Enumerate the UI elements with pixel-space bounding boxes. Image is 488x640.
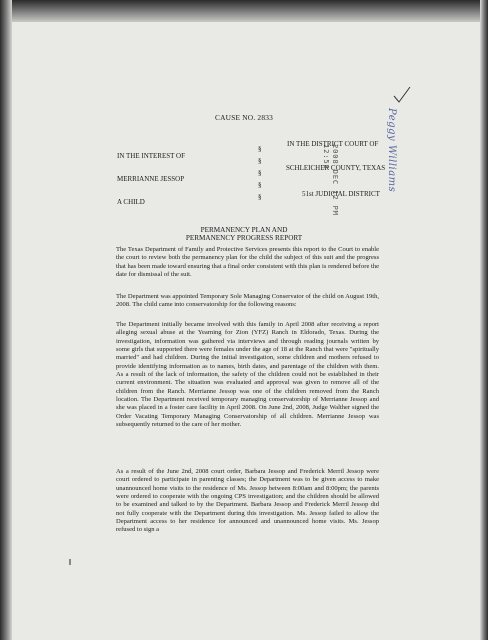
report-title-line-1: PERMANENCY PLAN AND xyxy=(200,226,288,234)
body-paragraph: The Texas Department of Family and Protective Services presents this report to the Court to enable the court to review both the permanency plan for the child the subject of this suit and the progress that has been made toward ensuring that a final order consistent with this plan is rendered before the date for dismissal of the suit. xyxy=(116,246,379,279)
caption-left-line-3: A CHILD xyxy=(117,198,145,206)
body-paragraph: As a result of the June 2nd, 2008 court order, Barbara Jessop and Frederick Merril Jessop were court ordered to participate in parenting classes; the Department was to be given access to make unannounced home visits to the residence of Ms. Jessop between 8:00am and 8:00pm; the parents were ordered to cooperate with the ongoing CPS investigation; and the children should be allowed to be examined and talked to by the Department. Barbara Jessop and Frederick Merril Jessop did not fully cooperate with the Department during this investigation. Ms. Jessop failed to allow the Department access to her residence for announced and unannounced home visits. Ms. Jessop refused to sign a xyxy=(116,468,379,534)
caption-left-line-2: MERRIANNE JESSOP xyxy=(117,175,185,183)
caption-right-line-1: IN THE DISTRICT COURT OF xyxy=(287,140,379,148)
caption-right-line-2: SCHLEICHER COUNTY, TEXAS xyxy=(286,164,386,172)
caption-right-line-3: 51st JUDICIAL DISTRICT xyxy=(302,190,380,198)
body-paragraph: The Department was appointed Temporary Sole Managing Conservator of the child on August 19th, 2008. The child came into conservatorship for the following reasons: xyxy=(116,293,379,309)
section-symbol: § xyxy=(258,157,262,165)
handwritten-check-mark xyxy=(392,86,412,104)
stray-ink-mark xyxy=(68,559,72,565)
scan-shadow-right xyxy=(480,0,488,640)
body-paragraph: The Department initially became involved with this family in April 2008 after receiving a report alleging sexual abuse at the Yearning for Zion (YFZ) Ranch in Eldorado, Texas. During the investigation, information was gathered via interviews and through reading journals written by some girls that supported there were females under the age of 18 at the Ranch that were "spiritually married" and had children. During the initial investigation, some children and mothers refused to provide identifying information as to names, birth dates, and parentage of the children with them. As a result of the lack of information, the safety of the children could not be established in their current environment. The situation was evaluated and approval was given to remove all of the children from the Ranch. Merrianne Jessop was one of the children removed from the Ranch location. The Department received temporary managing conservatorship of Merrianne Jessop and she was placed in a foster care facility in April 2008. On June 2nd, 2008, Judge Walther signed the Order Vacating Temporary Managing Conservatorship of all children. Merrianne Jessop was subsequently returned to the care of her mother. xyxy=(116,321,379,429)
signature-text: Peggy Williams xyxy=(386,108,397,193)
section-symbol: § xyxy=(258,181,262,189)
cause-number: CAUSE NO. 2833 xyxy=(214,113,274,122)
scan-shadow-left xyxy=(0,0,12,640)
file-stamp-text: 2008 DEC 12 PM 12:53 xyxy=(322,144,340,216)
report-title xyxy=(0,226,488,242)
clerk-file-stamp xyxy=(322,144,340,234)
caption-left-line-1: IN THE INTEREST OF xyxy=(117,152,185,160)
section-symbol: § xyxy=(258,169,262,177)
clerk-signature xyxy=(386,108,426,228)
report-title-line-2: PERMANENCY PROGRESS REPORT xyxy=(185,234,303,243)
scan-shadow-top xyxy=(0,0,488,22)
section-symbol: § xyxy=(258,145,262,153)
section-symbol: § xyxy=(258,193,262,201)
